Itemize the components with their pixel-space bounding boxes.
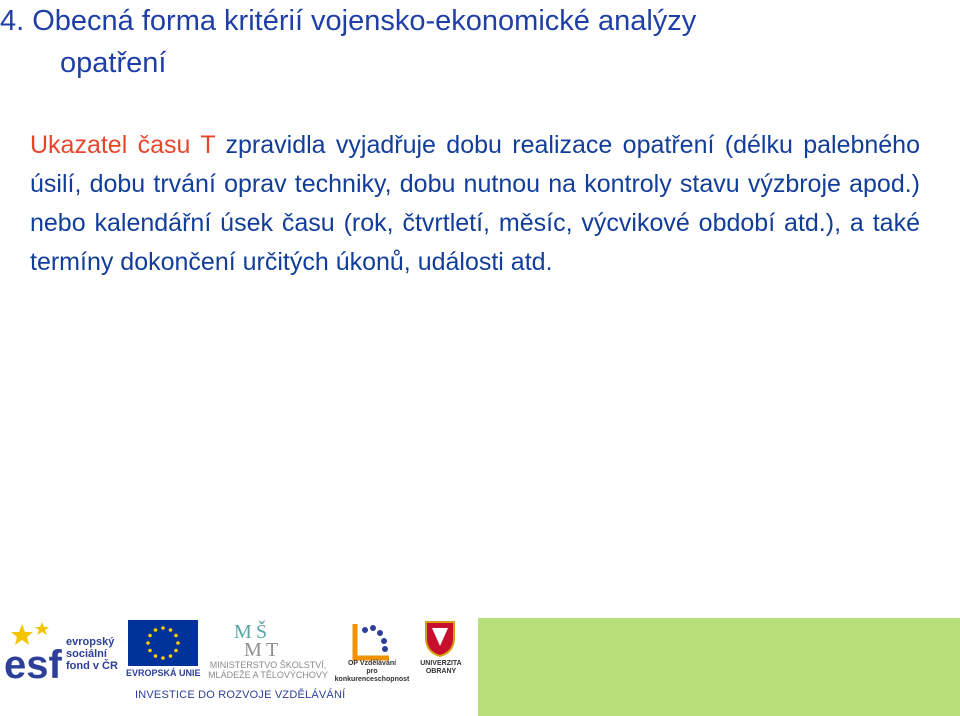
svg-text:esf: esf xyxy=(4,643,62,682)
op-label-line-2: pro konkurenceschopnost xyxy=(334,668,410,683)
eu-star xyxy=(148,649,152,653)
uo-label xyxy=(416,660,466,676)
svg-text:M: M xyxy=(244,639,262,658)
eu-star xyxy=(169,628,173,632)
msmt-label-line-1: MINISTERSTVO ŠKOLSTVÍ, xyxy=(209,660,327,670)
eu-star xyxy=(161,656,165,660)
univerzita-obrany-crest-icon xyxy=(420,618,460,658)
investice-slogan: INVESTICE DO ROZVOJE VZDĚLÁVÁNÍ xyxy=(135,689,346,701)
eu-star xyxy=(174,634,178,638)
body-text: zpravidla vyjadřuje dobu realizace opatření (délku palebného úsilí, dobu trvání oprav techniky, dobu nutnou na kontroly stavu výzbroje apod.) nebo kalendářní úsek času (rok, čtvrtletí, měsíc, výcvikové období atd.), a také termíny dokončení určitých úkonů, události atd. xyxy=(30,131,920,276)
slide-title xyxy=(0,0,950,84)
body-paragraph xyxy=(30,126,920,282)
msmt-label-line-2: MLÁDEŽE A TĚLOVÝCHOVY xyxy=(208,670,328,680)
op-label-line-1: OP Vzdělávání xyxy=(347,660,397,667)
eu-star xyxy=(169,654,173,658)
op-vzdelavani-logo xyxy=(345,618,395,666)
slide-title-line-2: opatření xyxy=(60,47,167,79)
esf-line-3: fond v ČR xyxy=(66,660,118,672)
eu-star xyxy=(154,628,158,632)
uo-label-line-1: UNIVERZITA xyxy=(420,660,462,667)
eu-label: EVROPSKÁ UNIE xyxy=(126,668,201,678)
msmt-logo xyxy=(230,618,300,658)
eu-star xyxy=(176,641,180,645)
eu-flag-icon xyxy=(128,620,198,666)
eu-star xyxy=(148,634,152,638)
slide-title-line-1: 4. Obecná forma kritérií vojensko-ekonomické analýzy xyxy=(0,5,697,37)
svg-text:M: M xyxy=(234,621,252,643)
svg-text:T: T xyxy=(266,639,279,658)
esf-text xyxy=(66,636,118,672)
esf-line-1: evropský xyxy=(66,636,115,648)
eu-star xyxy=(161,626,165,630)
eu-star xyxy=(146,641,150,645)
msmt-label xyxy=(206,660,330,680)
esf-line-2: sociální xyxy=(66,648,107,660)
op-label xyxy=(332,660,412,684)
svg-text:Š: Š xyxy=(256,621,268,643)
uo-label-line-2: OBRANY xyxy=(425,668,457,675)
eu-star xyxy=(154,654,158,658)
green-decor-block xyxy=(478,618,960,716)
highlight-term: Ukazatel času T xyxy=(30,131,216,159)
eu-star xyxy=(174,649,178,653)
